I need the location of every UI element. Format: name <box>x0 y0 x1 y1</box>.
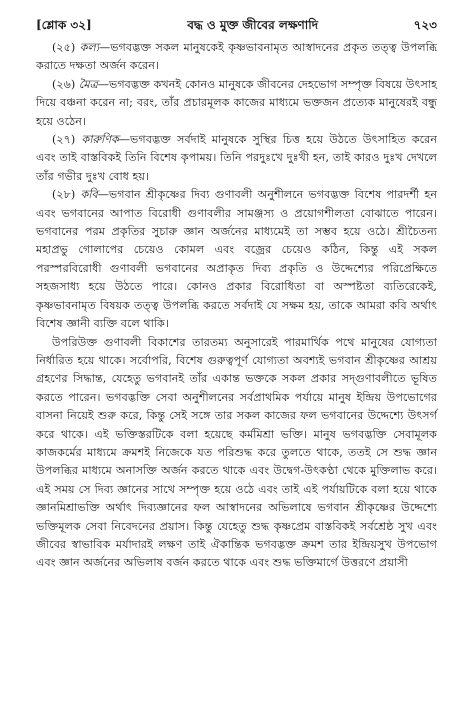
item-term: কল্য <box>79 41 100 54</box>
paragraph-28 <box>36 186 437 333</box>
paragraph-25 <box>36 39 437 76</box>
item-term: মৈত্র <box>78 77 98 91</box>
paragraph-commentary <box>36 334 437 573</box>
item-text: —ভগবদ্ভক্ত সকল মানুষকেই কৃষ্ণভাবনামৃত আস্বাদনের প্রকৃত তত্ত্ব উপলব্ধি করাতে দক্ষতা অর্জন করেন। <box>36 41 437 73</box>
item-text: —ভগবদ্ভক্ত কখনই কোনও মানুষকে জীবনের দেহভোগ সম্পৃক্ত বিষয়ে উৎসাহ দিয়ে বঞ্চনা করেন না; বরং, তাঁর প্রচারমূলক কাজের মাধ্যমে ভক্তজন প্রত্যেক মানুষেরই বন্ধু হয়ে ওঠেন। <box>36 77 437 128</box>
commentary-text: উপরিউক্ত গুণাবলী বিকাশের তারতম্য অনুসারেই পারমার্থিক পথে মানুষের যোগ্যতা নির্ধারিত হয়ে থাকে। সর্বোপরি, বিশেষ গুরুত্বপূর্ণ যোগ্যতা অবশ্যই ভগবান শ্রীকৃষ্ণের আশ্রয় গ্রহণের সিদ্ধান্ত, যেহেতু ভগবানই তাঁর একান্ত ভক্তকে সকল প্রকার সদ্গুণাবলীতে ভূষিত করতে পারেন। ভগবদ্ভক্তি সেবা অনুশীলনের সর্বপ্রাথমিক পর্যায়ে মানুষ ইন্দ্রিয় উপভোগের বাসনা নিয়েই শুরু করে, কিন্তু সেই সঙ্গে তার সকল কাজের ফল ভগবানের উদ্দেশ্যে উৎসর্গ করে থাকে। এই ভক্তিস্তরটিকে বলা হয়েছে কর্মমিশ্রা ভক্তি। মানুষ ভগবদ্ভক্তি সেবামূলক কাজকর্মের মাধ্যমে ক্রমশই নিজেকে যত পরিশুদ্ধ করে তুলতে থাকে, ততই সে শুদ্ধ জ্ঞান উপলব্ধির মাধ্যমে অনাসক্তি অর্জন করতে থাকে এবং উদ্বেগ-উৎকণ্ঠা থেকে মুক্তিলাভ করে। এই সময় সে দিব্য জ্ঞানের সাথে সম্পৃক্ত হয়ে ওঠে এবং তাই এই পর্যায়টিকে বলা হয়ে থাকে জ্ঞানমিশ্রাভক্তি অর্থাৎ দিব্যজ্ঞানের ফল আস্বাদনের অভিলাষে ভগবান শ্রীকৃষ্ণের উদ্দেশ্যে ভক্তিমূলক সেবা নিবেদনের প্রয়াস। কিন্তু যেহেতু শুদ্ধ কৃষ্ণপ্রেম বাস্তবিকই সর্বশ্রেষ্ঠ সুখ এবং জীবের স্বাভাবিক মর্যাদারই লক্ষণ তাই ঐকান্তিক ভগবদ্ভক্ত ক্রমশ তার ইন্দ্রিয়সুখ উপভোগ এবং জ্ঞান অর্জনের অভিলাষ বর্জন করতে থাকে এবং শুদ্ধ ভক্তিমার্গে উত্তরণে প্রয়াসী <box>36 335 437 570</box>
page-body <box>36 39 437 573</box>
paragraph-26 <box>36 76 437 131</box>
item-text: —ভগবদ্ভক্ত সর্বদাই মানুষকে সুস্থির চিত্ত হয়ে উঠতে উৎসাহিত করেন এবং তাই বাস্তবিকই তিনি বিশেষ কৃপাময়। তিনি পরদুঃখে দুঃখী হন, তাই কারও দুঃখ দেখলে তাঁর গভীর দুঃখ বোধ হয়। <box>36 133 437 183</box>
item-term: কবি <box>80 188 98 202</box>
verse-reference: [শ্লোক ৩২] <box>36 18 92 32</box>
item-term: কারুণিক <box>81 133 119 147</box>
running-header <box>36 17 437 37</box>
chapter-title: বদ্ধ ও মুক্ত জীবের লক্ষণাদি <box>187 18 319 32</box>
item-text: —ভগবান শ্রীকৃষ্ণের দিব্য গুণাবলী অনুশীলনে ভগবদ্ভক্ত বিশেষ পারদর্শী হন এবং ভগবানের আপাত বিরোধী গুণাবলীর সামঞ্জস্য ও প্রয়োগশীলতা বোঝাতে পারেন। ভগবানের পরম প্রকৃতির সুচারু জ্ঞান অর্জনের মাধ্যমেই তা সম্ভব হয়ে ওঠে। শ্রীচৈতন্য মহাপ্রভু গোলাপের চেয়েও কোমল এবং বজ্রের চেয়েও কঠিন, কিন্তু এই সকল পরস্পরবিরোধী গুণাবলী ভগবানের অপ্রাকৃত দিব্য প্রকৃতি ও উদ্দেশ্যের পরিপ্রেক্ষিতে সহজসাধ্য হয়ে উঠতে পারে। কোনও প্রকার বিরোধিতা বা অস্পষ্টতা ব্যতিরেকেই, কৃষ্ণভাবনামৃত বিষয়ক তত্ত্ব উপলব্ধি করতে সর্বদাই যে সক্ষম হয়, তাকে আমরা কবি অর্থাৎ বিশেষ জ্ঞানী ব্যক্তি বলে থাকি। <box>36 188 437 331</box>
item-number: (২৮) <box>52 188 76 202</box>
item-number: (২৫) <box>52 41 76 54</box>
paragraph-27 <box>36 131 437 186</box>
item-number: (২৬) <box>52 77 76 91</box>
page-number: ৭২৩ <box>413 18 437 32</box>
item-number: (২৭) <box>52 133 76 147</box>
